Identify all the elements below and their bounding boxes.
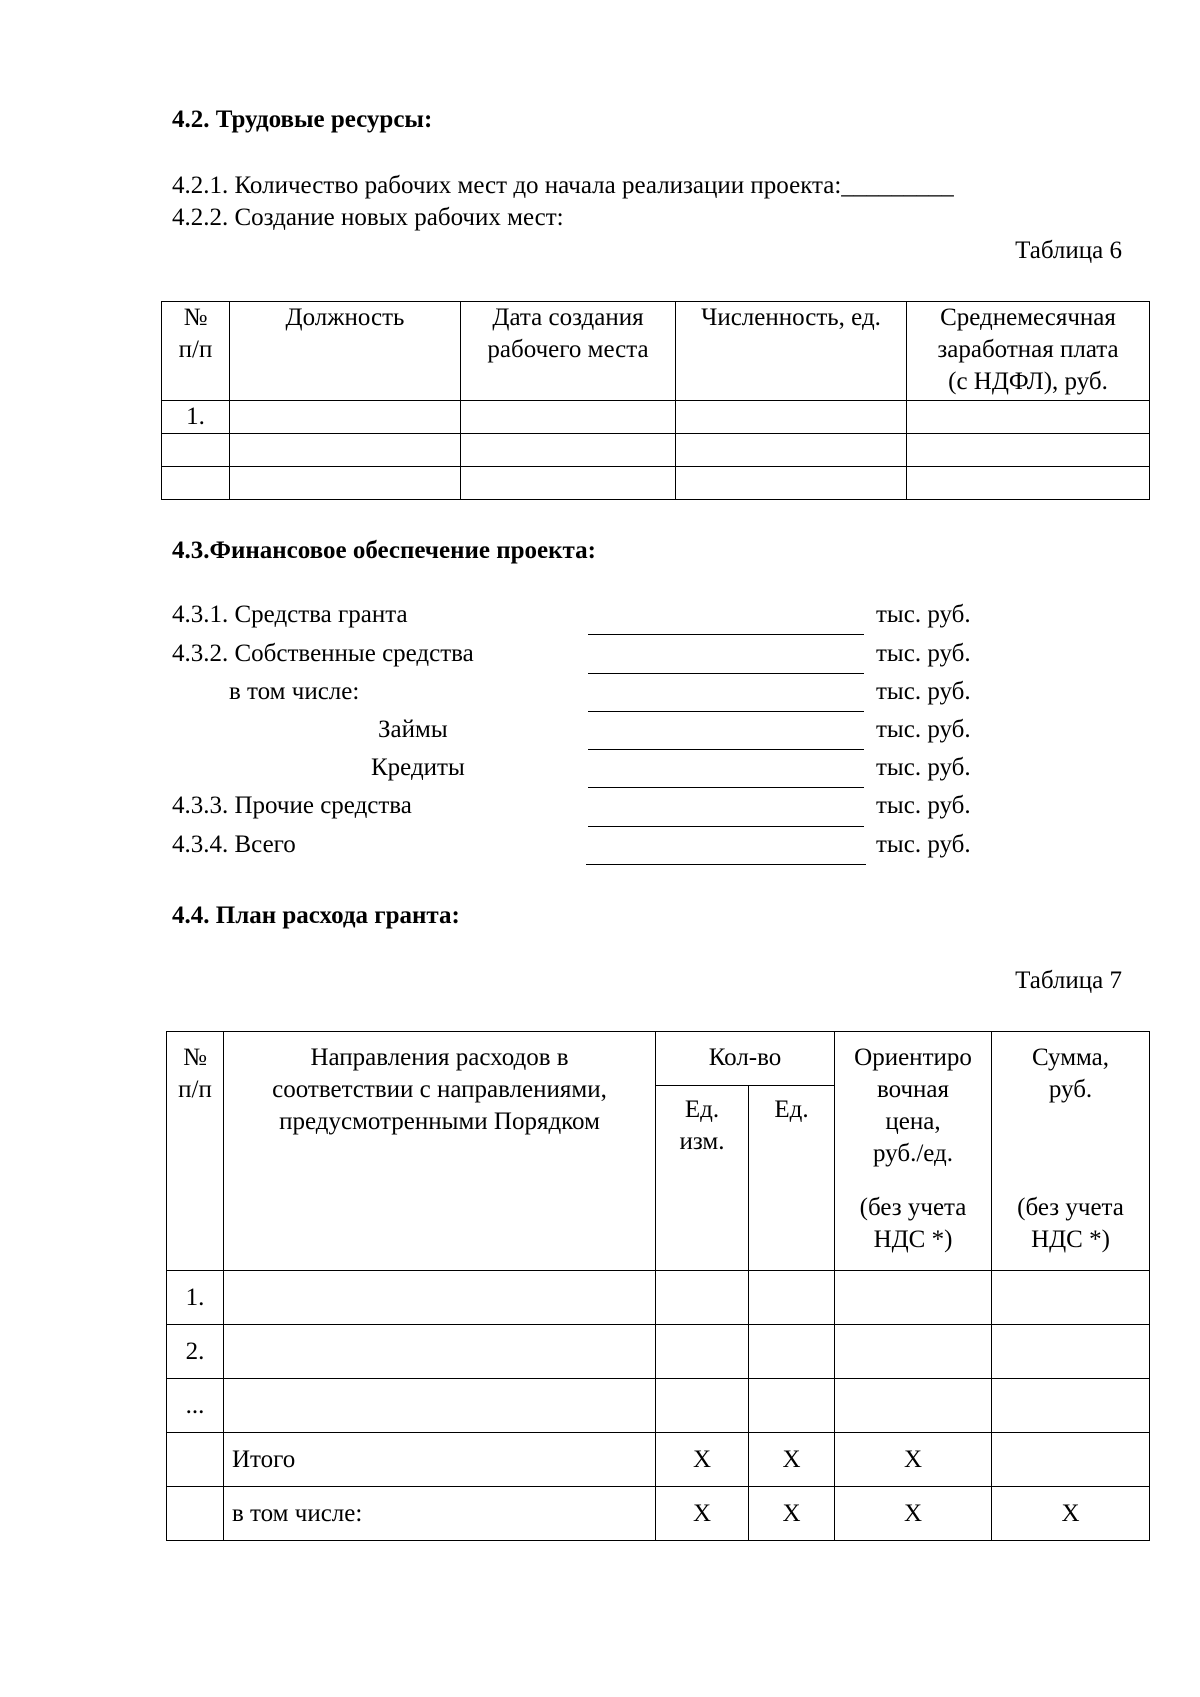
finance-grant-field[interactable]: [588, 634, 864, 635]
jobs-before-line: 4.2.1. Количество рабочих мест до начала реализации проекта:_________: [172, 172, 954, 199]
finance-label-total: 4.3.4. Всего: [172, 831, 296, 858]
table-cell[interactable]: [992, 1433, 1150, 1487]
table-6-header-num: № п/п: [162, 302, 230, 401]
finance-label-credits: Кредиты: [371, 754, 465, 781]
table-cell-including-label: в том числе:: [224, 1487, 656, 1541]
table-cell[interactable]: [162, 467, 230, 500]
table-cell[interactable]: [907, 434, 1150, 467]
table-row: [162, 434, 1150, 467]
table-cell[interactable]: [749, 1325, 835, 1379]
table-6-header-row: [162, 302, 1150, 401]
table-7-header-price-note: (без учета НДС *): [859, 1194, 967, 1253]
table-cell[interactable]: ...: [167, 1379, 224, 1433]
table-7-header-qty: Кол-во: [656, 1032, 835, 1086]
table-cell: X: [656, 1487, 749, 1541]
table-cell[interactable]: 2.: [167, 1325, 224, 1379]
table-7: [166, 1031, 1150, 1541]
finance-unit-including: тыс. руб.: [876, 678, 971, 705]
finance-label-other: 4.3.3. Прочие средства: [172, 792, 412, 819]
table-cell[interactable]: 1.: [167, 1271, 224, 1325]
section-4-2-title: 4.2. Трудовые ресурсы:: [172, 106, 433, 133]
finance-label-including: в том числе:: [229, 678, 360, 705]
table-cell: X: [656, 1433, 749, 1487]
table-cell[interactable]: 1.: [162, 401, 230, 434]
table-7-header-units: Ед.: [749, 1086, 835, 1271]
table-7-header-sum: [992, 1032, 1150, 1271]
finance-label-grant: 4.3.1. Средства гранта: [172, 601, 408, 628]
table-cell[interactable]: [656, 1271, 749, 1325]
table-6-header-salary: Среднемесячная заработная плата (с НДФЛ), руб.: [907, 302, 1150, 401]
table-row: [162, 467, 1150, 500]
table-cell[interactable]: [835, 1379, 992, 1433]
table-cell: X: [749, 1433, 835, 1487]
table-cell[interactable]: [224, 1325, 656, 1379]
finance-unit-grant: тыс. руб.: [876, 601, 971, 628]
finance-total-field[interactable]: [586, 864, 866, 865]
finance-unit-credits: тыс. руб.: [876, 754, 971, 781]
table-row: [162, 401, 1150, 434]
table-6-header-count: Численность, ед.: [676, 302, 907, 401]
table-7-header-num: № п/п: [167, 1032, 224, 1271]
table-cell[interactable]: [749, 1379, 835, 1433]
table-row: [167, 1379, 1150, 1433]
table-7-header-direction: Направления расходов в соответствии с направлениями, предусмотренными Порядком: [224, 1032, 656, 1271]
table-cell[interactable]: [162, 434, 230, 467]
table-cell[interactable]: [656, 1325, 749, 1379]
table-cell: X: [835, 1433, 992, 1487]
table-cell-total-label: Итого: [224, 1433, 656, 1487]
table-7-label: Таблица 7: [1015, 967, 1122, 994]
table-7-header-unit: Ед. изм.: [656, 1086, 749, 1271]
finance-label-loans: Займы: [378, 716, 448, 743]
table-cell[interactable]: [230, 467, 461, 500]
finance-loans-field[interactable]: [588, 749, 864, 750]
finance-unit-loans: тыс. руб.: [876, 716, 971, 743]
finance-unit-other: тыс. руб.: [876, 792, 971, 819]
finance-own-field[interactable]: [588, 673, 864, 674]
finance-other-field[interactable]: [588, 826, 864, 827]
table-cell: X: [835, 1487, 992, 1541]
table-cell[interactable]: [907, 467, 1150, 500]
table-row-total: [167, 1433, 1150, 1487]
table-6-label: Таблица 6: [1015, 237, 1122, 264]
table-7-header-price: [835, 1032, 992, 1271]
finance-unit-total: тыс. руб.: [876, 831, 971, 858]
table-cell[interactable]: [676, 467, 907, 500]
table-cell[interactable]: [835, 1325, 992, 1379]
finance-label-own: 4.3.2. Собственные средства: [172, 640, 474, 667]
table-cell[interactable]: [461, 467, 676, 500]
table-7-header-price-text: Ориентиро вочная цена, руб./ед.: [854, 1044, 972, 1167]
finance-including-field[interactable]: [588, 711, 864, 712]
table-cell[interactable]: [992, 1271, 1150, 1325]
table-cell[interactable]: [676, 401, 907, 434]
table-row-including: [167, 1487, 1150, 1541]
table-cell[interactable]: [167, 1487, 224, 1541]
table-6: [161, 301, 1150, 500]
table-7-header-sum-text: Сумма, руб.: [1031, 1044, 1110, 1103]
table-cell: X: [749, 1487, 835, 1541]
table-cell[interactable]: [230, 401, 461, 434]
finance-credits-field[interactable]: [588, 787, 864, 788]
table-7-header-sum-note: (без учета НДС *): [1017, 1194, 1124, 1253]
table-cell[interactable]: [992, 1325, 1150, 1379]
table-cell: X: [992, 1487, 1150, 1541]
table-cell[interactable]: [676, 434, 907, 467]
table-cell[interactable]: [224, 1271, 656, 1325]
table-row: [167, 1271, 1150, 1325]
table-6-header-position: Должность: [230, 302, 461, 401]
table-cell[interactable]: [749, 1271, 835, 1325]
section-4-3-title: 4.3.Финансовое обеспечение проекта:: [172, 537, 596, 564]
table-cell[interactable]: [167, 1433, 224, 1487]
table-6-header-date: Дата создания рабочего места: [461, 302, 676, 401]
table-cell[interactable]: [835, 1271, 992, 1325]
table-row: [167, 1325, 1150, 1379]
table-cell[interactable]: [230, 434, 461, 467]
table-cell[interactable]: [224, 1379, 656, 1433]
section-4-4-title: 4.4. План расхода гранта:: [172, 902, 460, 929]
table-cell[interactable]: [656, 1379, 749, 1433]
table-cell[interactable]: [461, 434, 676, 467]
finance-unit-own: тыс. руб.: [876, 640, 971, 667]
table-cell[interactable]: [461, 401, 676, 434]
table-cell[interactable]: [992, 1379, 1150, 1433]
new-jobs-line: 4.2.2. Создание новых рабочих мест:: [172, 204, 564, 231]
table-cell[interactable]: [907, 401, 1150, 434]
table-7-header-row-1: [167, 1032, 1150, 1086]
